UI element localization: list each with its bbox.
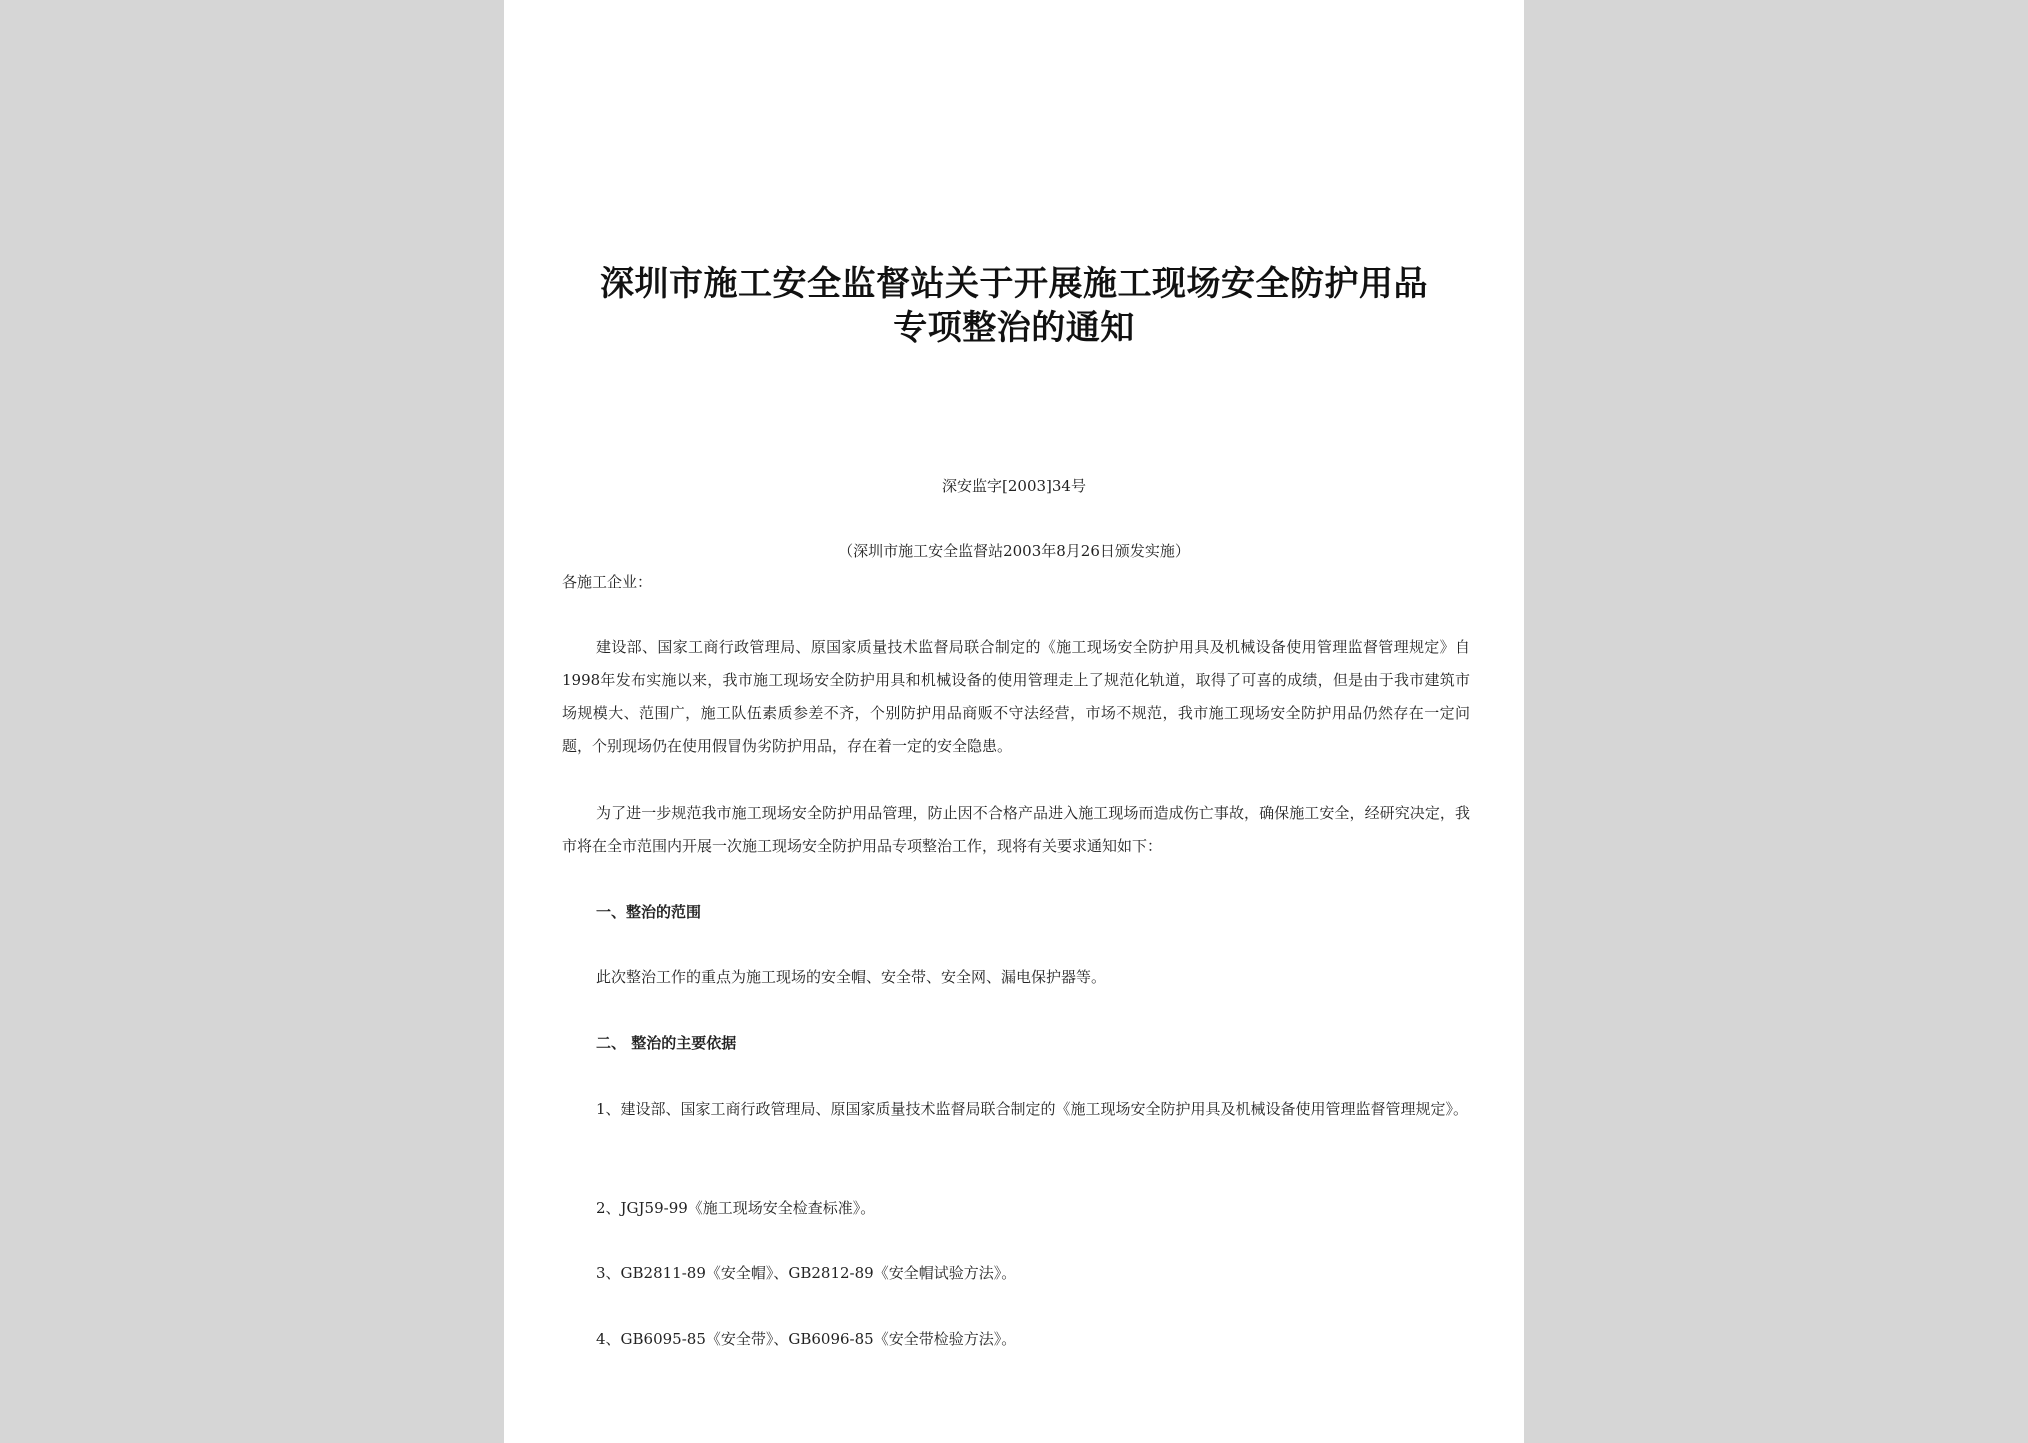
paragraph-2: 为了进一步规范我市施工现场安全防护用品管理，防止因不合格产品进入施工现场而造成伤亡事故，确保施工安全，经研究决定，我市将在全市范围内开展一次施工现场安全防护用品专项整治工作，现将有关要求通知如下：: [562, 804, 1470, 855]
document-number: 深安监字[2003]34号: [942, 477, 1086, 495]
document-title: [544, 262, 1484, 350]
title-line-2: 专项整治的通知: [893, 308, 1135, 348]
basis-item-2: 2、JGJ59-99《施工现场安全检查标准》。: [596, 1199, 876, 1217]
section-heading-scope: 一、整治的范围: [596, 903, 702, 921]
basis-item-1: 1、建设部、国家工商行政管理局、原国家质量技术监督局联合制定的《施工现场安全防护用具及机械设备使用管理监督管理规定》。: [596, 1100, 1469, 1118]
title-line-1: 深圳市施工安全监督站关于开展施工现场安全防护用品: [600, 264, 1428, 304]
paragraph-1: 建设部、国家工商行政管理局、原国家质量技术监督局联合制定的《施工现场安全防护用具及机械设备使用管理监督管理规定》自1998年发布实施以来，我市施工现场安全防护用具和机械设备的使用管理走上了规范化轨道，取得了可喜的成绩，但是由于我市建筑市场规模大、范围广，施工队伍素质参差不齐，个别防护用品商贩不守法经营，市场不规范，我市施工现场安全防护用品仍然存在一定问题，个别现场仍在使用假冒伪劣防护用品，存在着一定的安全隐患。: [562, 638, 1470, 755]
basis-item-3: 3、GB2811-89《安全帽》、GB2812-89《安全帽试验方法》。: [596, 1264, 1017, 1282]
basis-item-4: 4、GB6095-85《安全带》、GB6096-85《安全带检验方法》。: [596, 1330, 1017, 1348]
document-page: [504, 0, 1524, 1443]
issue-note: （深圳市施工安全监督站2003年8月26日颁发实施）: [838, 542, 1190, 560]
section-heading-basis: 二、 整治的主要依据: [596, 1034, 737, 1052]
scope-text: 此次整治工作的重点为施工现场的安全帽、安全带、安全网、漏电保护器等。: [596, 968, 1107, 986]
salutation: 各施工企业：: [562, 573, 653, 591]
